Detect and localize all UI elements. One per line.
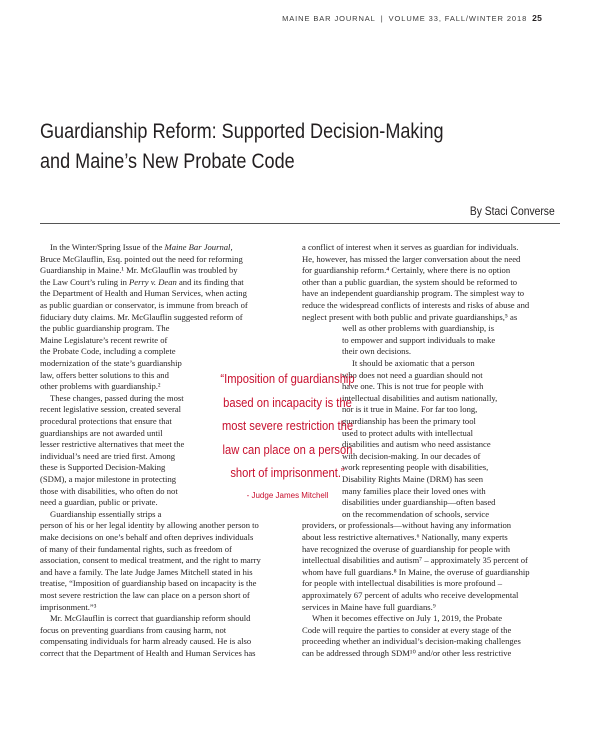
body-text-line: These changes, passed during the most	[50, 392, 184, 403]
body-text-line: Guardianship essentially strips a	[50, 508, 162, 519]
body-text-line: disabilities and autism who need assistance	[342, 439, 491, 450]
body-text-line: reduce the widespread conflicts of interests and risks of abuse and	[302, 300, 530, 310]
body-text-line: can be addressed through SDM¹⁰ and/or other less restrictive	[302, 648, 512, 658]
body-text-line: guardianship has been the primary tool	[342, 416, 476, 426]
byline: By Staci Converse	[470, 204, 555, 218]
body-text-line: neglect present with both public and private guardianships,⁵ as	[302, 311, 518, 322]
body-text-line: approximately 67 percent of adults who receive developmental	[302, 590, 519, 600]
body-text-line: services in Maine have full guardians.⁹	[302, 601, 436, 612]
pull-quote-line: law can place on a person	[222, 441, 353, 457]
body-text-line: focus on preventing guardians from causing harm, not	[40, 624, 227, 635]
body-text-line: association, consent to medical treatment, and the right to marry	[40, 555, 261, 566]
body-text-line: used to protect adults with intellectual	[342, 427, 474, 438]
pull-quote-attribution: - Judge James Mitchell	[246, 490, 329, 500]
body-text-line: for people with intellectual disabilities is more profound –	[302, 578, 502, 589]
body-text-line: whom have full guardians.⁸ In Maine, the overuse of guardianship	[302, 566, 530, 577]
body-text-line: He, however, has missed the larger conversation about the need	[302, 253, 521, 264]
header-separator: |	[380, 14, 384, 23]
body-text-line: who does not need a guardian should not	[342, 369, 483, 380]
title-line: and Maine’s New Probate Code	[40, 150, 295, 173]
body-text-line: the Department of Health and Human Services, when acting	[40, 288, 247, 299]
body-text-line: (SDM), a major milestone in protecting	[40, 474, 177, 484]
pull-quote-line: most severe restriction the	[221, 418, 354, 433]
body-text-line: Disability Rights Maine (DRM) has seen	[342, 474, 484, 484]
body-text-line: procedural protections that ensure that	[40, 416, 172, 426]
italic-text: Maine Bar Journal	[164, 242, 231, 252]
article-title	[40, 117, 487, 177]
body-text-line: person of his or her legal identity by allowing another person to	[40, 520, 259, 531]
body-text-line: have one. This is not true for people with	[342, 381, 484, 392]
body-text-line: many families place their loved ones with	[342, 485, 486, 496]
body-text-line: and have a family. The late Judge James Mitchell stated in his	[40, 566, 253, 577]
body-text-line: have recognized the overuse of guardianship for people with	[302, 543, 511, 554]
body-text-line: to empower and support individuals to make	[342, 334, 496, 345]
body-text-line: correct that the Department of Health and Human Services has	[40, 648, 256, 658]
body-text-line: Guardianship in Maine.¹ Mr. McGlauflin was troubled by	[40, 265, 238, 276]
body-text-line: the public guardianship program. The	[40, 323, 170, 334]
title-divider	[40, 223, 560, 224]
body-text-line: have an independent guardianship program. The simplest way to	[302, 288, 525, 299]
body-text-line: modernization of the state’s guardianship	[40, 358, 182, 368]
body-text-line: most severe restriction the law can place on a person short of	[40, 590, 250, 600]
body-text-line: work representing people with disabilities,	[342, 462, 489, 473]
pull-quote	[185, 367, 390, 500]
page-number: 25	[532, 13, 542, 23]
body-text-line: with decision-making. In our decades of	[342, 450, 481, 461]
body-text-line: their own decisions.	[342, 346, 411, 357]
body-text-line: It should be axiomatic that a person	[352, 358, 475, 368]
body-text-line: In the Winter/Spring Issue of the Maine Bar Journal,	[50, 242, 233, 252]
body-text-line: make decisions on one’s behalf and often deprives individuals	[40, 532, 254, 542]
body-text-line: the Probate Code, including a complete	[40, 346, 176, 357]
body-text-line: as public guardian or conservator, is immune from breach of	[40, 300, 248, 310]
body-text-line: those with disabilities, who often do not	[40, 485, 178, 496]
body-text-line: fiduciary duty claims. Mr. McGlauflin suggested reform of	[40, 311, 243, 322]
body-text-line: disabilities under guardianship—often based	[342, 497, 496, 508]
body-text-line: a conflict of interest when it serves as guardian for individuals.	[302, 242, 519, 252]
body-text-line: Bruce McGlauflin, Esq. pointed out the need for reforming	[40, 253, 243, 264]
body-text-line: Mr. McGlauflin is correct that guardianship reform should	[50, 613, 251, 624]
body-text-line: other than a public guardian, the system should be reformed to	[302, 276, 518, 287]
body-text-line: proceeding whether an individual’s decision-making challenges	[302, 636, 521, 647]
body-text-line: imprisonment.”³	[40, 601, 97, 612]
running-header	[282, 13, 542, 23]
title-line: Guardianship Reform: Supported Decision-Making	[40, 120, 444, 143]
body-text-line: well as other problems with guardianship, is	[342, 323, 495, 334]
body-text-line: Code will require the parties to consider at every stage of the	[302, 624, 512, 635]
body-text-line: nor is it true in Maine. For far too long,	[342, 404, 478, 415]
body-text-line: providers, or professionals—without having any information	[302, 520, 512, 531]
body-text-line: about less restrictive alternatives.⁶ Nationally, many experts	[302, 532, 508, 542]
body-text-line: for guardianship reform.⁴ Certainly, where there is no option	[302, 265, 511, 276]
pull-quote-line: short of imprisonment.”	[230, 465, 345, 480]
body-text-line: other problems with guardianship.²	[40, 381, 161, 392]
volume-info: VOLUME 33, FALL/WINTER 2018	[388, 14, 528, 23]
italic-text: Perry v. Dean	[129, 276, 177, 287]
body-text-line: When it becomes effective on July 1, 2019, the Probate	[312, 613, 503, 624]
body-text-line: compensating individuals for harm already caused. He is also	[40, 636, 252, 647]
body-text-line: the Law Court’s ruling in Perry v. Dean and its finding that	[40, 276, 244, 287]
body-text-line: need a guardian, public or private.	[40, 497, 158, 508]
body-text-line: Maine Legislature’s recent rewrite of	[40, 334, 168, 345]
body-text-line: lesser restrictive alternatives that meet the	[40, 439, 185, 450]
journal-name: MAINE BAR JOURNAL	[282, 14, 376, 23]
body-text-line: law, offers better solutions to this and	[40, 369, 169, 380]
body-text-line: on the recommendation of schools, service	[342, 508, 490, 519]
body-text-line: intellectual disabilities and autism nationally,	[342, 392, 498, 403]
body-text-line: treatise, “Imposition of guardianship based on incapacity is the	[40, 578, 257, 589]
body-text-line: intellectual disabilities and autism⁷ – approximately 35 percent of	[302, 555, 528, 566]
body-text-line: these is Supported Decision-Making	[40, 462, 166, 473]
body-text-line: of many of their fundamental rights, such as freedom of	[40, 543, 232, 554]
pull-quote-line: based on incapacity is the	[223, 394, 352, 410]
body-text-line: recent legislative session, created several	[40, 404, 182, 415]
pull-quote-line: “Imposition of guardianship	[220, 371, 355, 386]
body-text-line: guardianships are not awarded until	[40, 427, 163, 438]
body-text-line: individual’s need are tried first. Among	[40, 450, 176, 461]
